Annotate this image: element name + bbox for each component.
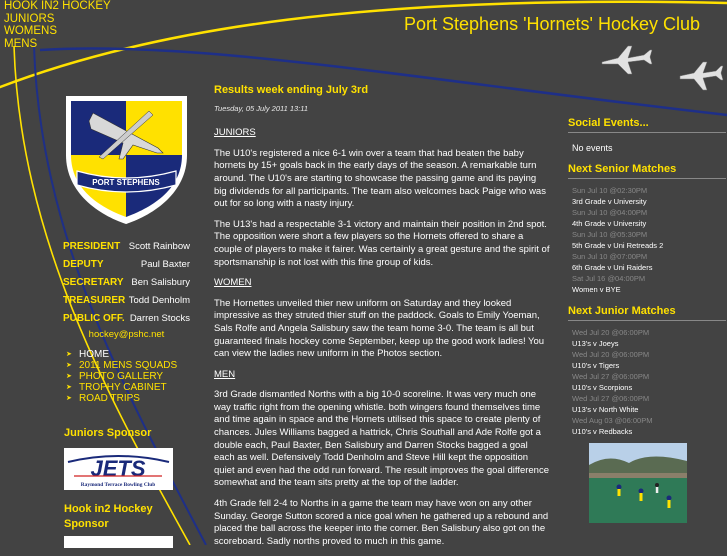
side-menu-mens-squads[interactable] <box>66 360 177 371</box>
top-nav-mens[interactable]: MENS <box>4 37 38 50</box>
menu-label: 2011 MENS SQUADS <box>79 360 178 371</box>
list-item[interactable] <box>572 273 726 295</box>
section-heading-women: WOMEN <box>214 277 252 289</box>
list-item[interactable] <box>572 349 726 371</box>
match-teams: Women v BYE <box>572 285 621 294</box>
side-menu-road-trips[interactable] <box>66 393 177 404</box>
officer-row <box>63 309 190 327</box>
top-nav <box>4 0 111 50</box>
match-teams: U10's v Redbacks <box>572 427 633 436</box>
arrow-right-icon: ➤ <box>66 351 72 358</box>
match-teams: 5th Grade v Uni Retreads 2 <box>572 241 664 250</box>
list-item[interactable] <box>572 393 726 415</box>
menu-label: TROPHY CABINET <box>79 382 167 393</box>
officer-role: PUBLIC OFF. <box>63 312 125 324</box>
side-menu <box>66 349 177 404</box>
match-teams: U10's v Tigers <box>572 361 620 370</box>
officer-name: Paul Baxter <box>140 258 190 270</box>
side-menu-home[interactable] <box>66 349 177 360</box>
article-paragraph: The U13's had a respectable 3-1 victory and maintain their position in 2nd spot. The opposition were short a few players so the Hornets offered to share a couple of players to make it fairer. Was certainly a great gesture and the spirit of sportsmanship is not lost with this fine group of kids. <box>214 218 550 268</box>
list-item[interactable] <box>572 229 726 251</box>
article-paragraph: 4th Grade fell 2-4 to Norths in a game the team may have won on any other Sunday. George Sutton scored a nice goal when he gathered up a rebound and placed the ball across the keeper into the corner. Ben Salisbury also got on the scoreboard. Sadly norths proved to much in this game. <box>214 498 549 547</box>
officer-row <box>63 255 190 273</box>
menu-label: HOME <box>79 349 109 360</box>
match-date: Sun Jul 10 @04:00PM <box>572 208 648 217</box>
officer-row <box>63 273 190 291</box>
article-paragraph: The Hornettes unveiled thier new uniform on Saturday and they looked impressive as they struted thier stuff on the paddock. Goals to Emily Yoeman, Sals Rolfe and Angela Salisbury saw the team home 3-0. The team is all but guaranteed finals hockey come September, keep up the good work ladies! You can view the ladies new uniform in the Photos section. <box>214 297 545 360</box>
section-heading-juniors: JUNIORS <box>214 127 256 139</box>
officer-role: DEPUTY <box>63 258 104 270</box>
club-crest-logo <box>63 93 190 226</box>
next-junior-heading: Next Junior Matches <box>568 305 676 317</box>
match-date: Sat Jul 16 @04:00PM <box>572 274 646 283</box>
next-senior-heading: Next Senior Matches <box>568 163 677 175</box>
social-events-text: No events <box>572 143 613 153</box>
match-date: Sun Jul 10 @05:30PM <box>572 230 648 239</box>
match-date: Sun Jul 10 @07:00PM <box>572 252 648 261</box>
match-date: Wed Jul 20 @06:00PM <box>572 328 650 337</box>
match-date: Sun Jul 10 @02:30PM <box>572 186 648 195</box>
top-nav-hook-in2-hockey[interactable]: HOOK IN2 HOCKEY <box>4 0 111 12</box>
officer-row <box>63 291 190 309</box>
list-item[interactable] <box>572 371 726 393</box>
match-date: Wed Jul 27 @06:00PM <box>572 372 650 381</box>
divider <box>568 178 726 179</box>
section-heading-men: MEN <box>214 368 236 380</box>
divider <box>568 132 726 133</box>
match-teams: U13's v North White <box>572 405 639 414</box>
match-date: Wed Jul 27 @06:00PM <box>572 394 650 403</box>
club-email-link[interactable]: hockey@pshc.net <box>88 329 165 340</box>
officer-name: Scott Rainbow <box>128 240 190 252</box>
arrow-right-icon: ➤ <box>66 373 72 380</box>
list-item[interactable] <box>572 251 726 273</box>
list-item[interactable] <box>572 207 726 229</box>
juniors-sponsor-heading: Juniors Sponsor <box>64 427 152 439</box>
match-teams: 4th Grade v University <box>572 219 647 228</box>
jets-sponsor-logo[interactable] <box>64 448 173 490</box>
list-item[interactable] <box>572 185 726 207</box>
match-date: Wed Aug 03 @06:00PM <box>572 416 653 425</box>
top-nav-womens[interactable]: WOMENS <box>4 25 58 37</box>
menu-label: PHOTO GALLERY <box>79 371 164 382</box>
arrow-right-icon: ➤ <box>66 384 72 391</box>
crest-text: PORT STEPHENS <box>92 178 160 187</box>
article-title[interactable]: Results week ending July 3rd <box>214 84 369 96</box>
side-menu-trophy-cabinet[interactable] <box>66 382 177 393</box>
match-teams: 6th Grade v Uni Raiders <box>572 263 653 272</box>
right-sidebar <box>568 117 726 437</box>
club-title: Port Stephens 'Hornets' Hockey Club <box>404 14 701 34</box>
article <box>214 84 550 556</box>
jet-icon <box>602 46 652 74</box>
article-paragraph: The U10's registered a nice 6-1 win over a team that had beaten the baby hornets by 15+ goals back in the early days of the season. A remarkable turn around. The U10's are starting to showcase the passing game and its paying big dividends for all participants. The team also welcomes back Paige who was out for so long with a nasty injury. <box>214 147 546 210</box>
hockey-photo[interactable] <box>589 443 687 523</box>
menu-label: ROAD TRIPS <box>79 393 140 404</box>
jets-logo-text: JETS <box>90 456 146 481</box>
side-menu-photo-gallery[interactable] <box>66 371 177 382</box>
match-teams: U10's v Scorpions <box>572 383 633 392</box>
officer-row <box>63 237 190 255</box>
officer-name: Ben Salisbury <box>131 276 190 288</box>
officer-name: Darren Stocks <box>129 312 190 324</box>
officer-role: TREASURER <box>63 294 126 306</box>
match-date: Wed Jul 20 @06:00PM <box>572 350 650 359</box>
article-date: Tuesday, 05 July 2011 13:11 <box>214 103 309 113</box>
arrow-right-icon: ➤ <box>66 362 72 369</box>
jets-logo-subtext: Raymond Terrace Bowling Club <box>80 482 156 488</box>
hook-in2-hockey-sponsor-heading: Hook in2 Hockey Sponsor <box>64 503 153 530</box>
hook-sponsor-logo[interactable] <box>64 536 173 548</box>
arrow-right-icon: ➤ <box>66 395 72 402</box>
match-teams: 3rd Grade v University <box>572 197 647 206</box>
list-item[interactable] <box>572 415 726 437</box>
article-paragraph: 3rd Grade dismantled Norths with a big 10-0 scoreline. It was very much one way traffic right from the opening whistle. both wingers found themselves time and time again in space and the Hornets utilised this space to create plenty of chances. Jules Williams bagged a hattrick, Chris Southall and Ade Rolfe got a double each, Paul Baxter, Ben Salisbury and Darren Stocks bagged a goal each as well. Defensively Todd Denholm and Steve Hill kept the opposition quiet and even had the odd run forward. The result improves the goal difference somewhat and the team sits pretty at the top of the ladder. <box>214 389 550 489</box>
officer-role: SECRETARY <box>63 276 124 288</box>
jet-icon <box>680 62 723 90</box>
officer-role: PRESIDENT <box>63 240 121 252</box>
officers-list <box>63 237 190 327</box>
match-teams: U13's v Joeys <box>572 339 619 348</box>
top-nav-juniors[interactable]: JUNIORS <box>4 12 55 25</box>
list-item[interactable] <box>572 327 726 349</box>
officer-name: Todd Denholm <box>128 294 190 306</box>
divider <box>568 320 726 321</box>
social-events-heading: Social Events... <box>568 117 649 129</box>
